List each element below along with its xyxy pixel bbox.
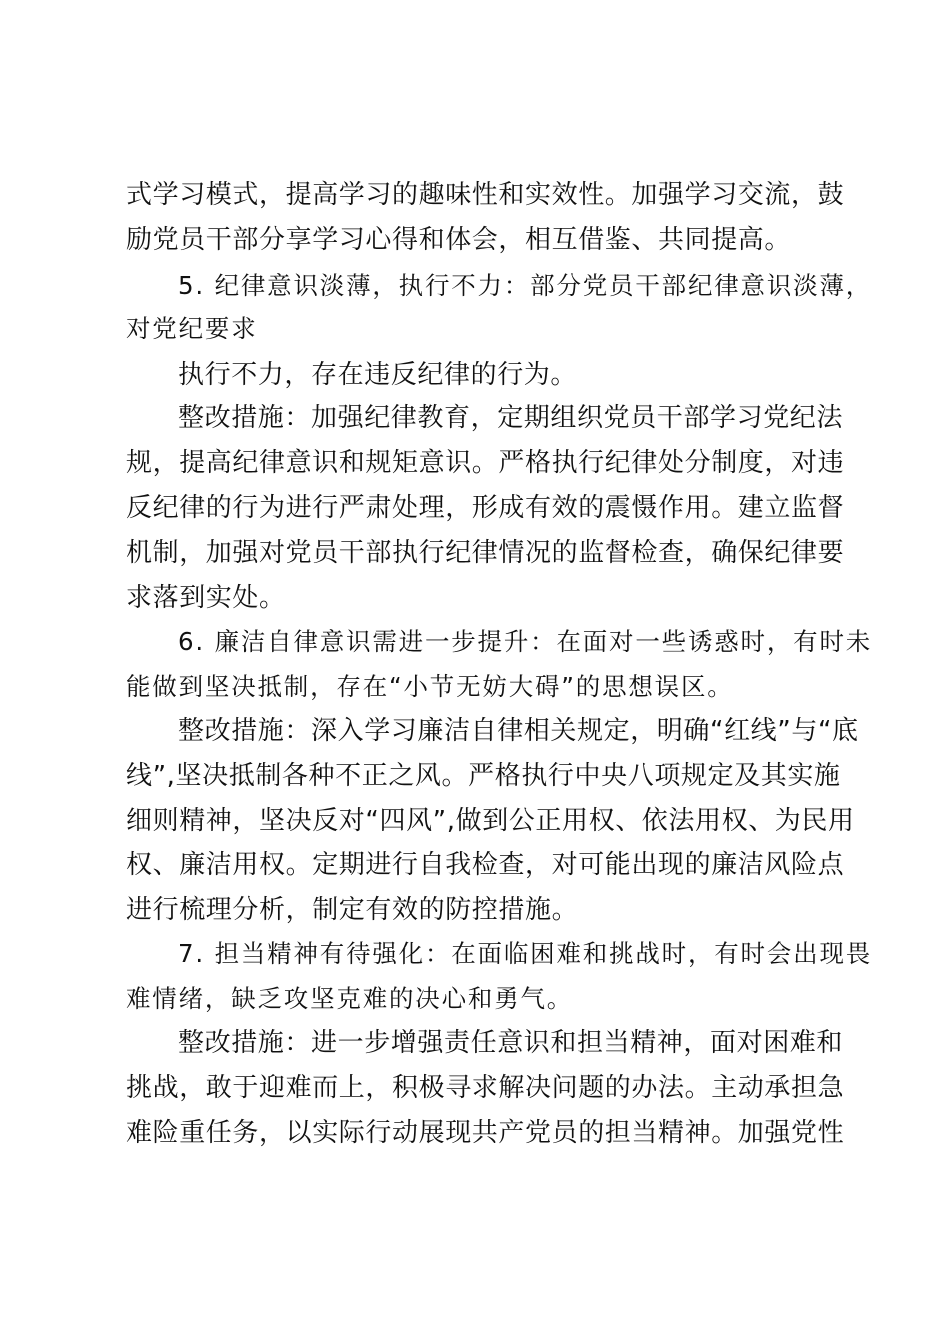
numbered-item-heading: 难情绪，缺乏攻坚克难的决心和勇气。 — [126, 984, 574, 1013]
paragraph-line: 细则精神，坚决反对“四风”,做到公正用权、依法用权、为民用 — [126, 806, 855, 836]
numbered-item-heading: 7. 担当精神有待强化：在面临困难和挑战时，有时会出现畏 — [178, 939, 873, 968]
paragraph-line: 整改措施：进一步增强责任意识和担当精神，面对困难和 — [178, 1028, 844, 1058]
paragraph-line: 式学习模式，提高学习的趣味性和实效性。加强学习交流，鼓 — [126, 180, 845, 210]
paragraph-line: 进行梳理分析，制定有效的防控措施。 — [126, 895, 579, 925]
numbered-item-heading: 5. 纪律意识淡薄，执行不力：部分党员干部纪律意识淡薄， — [178, 271, 873, 300]
paragraph-line: 挑战，敢于迎难而上，积极寻求解决问题的办法。主动承担急 — [126, 1073, 845, 1103]
paragraph-line: 执行不力，存在违反纪律的行为。 — [178, 360, 578, 390]
paragraph-line: 反纪律的行为进行严肃处理，形成有效的震慑作用。建立监督 — [126, 493, 845, 523]
paragraph-line: 励党员干部分享学习心得和体会，相互借鉴、共同提高。 — [126, 225, 792, 255]
numbered-item-heading: 6. 廉洁自律意识需进一步提升：在面对一些诱惑时，有时未 — [178, 627, 873, 656]
paragraph-line: 权、廉洁用权。定期进行自我检查，对可能出现的廉洁风险点 — [126, 850, 845, 880]
numbered-item-heading: 对党纪要求 — [126, 314, 258, 343]
paragraph-line: 规，提高纪律意识和规矩意识。严格执行纪律处分制度，对违 — [126, 448, 845, 478]
paragraph-line: 求落到实处。 — [126, 583, 286, 613]
paragraph-line: 难险重任务，以实际行动展现共产党员的担当精神。加强党性 — [126, 1118, 845, 1148]
paragraph-line: 线”,坚决抵制各种不正之风。严格执行中央八项规定及其实施 — [126, 761, 841, 791]
paragraph-line: 机制，加强对党员干部执行纪律情况的监督检查，确保纪律要 — [126, 538, 845, 568]
paragraph-line: 整改措施：加强纪律教育，定期组织党员干部学习党纪法 — [178, 403, 844, 433]
numbered-item-heading: 能做到坚决抵制，存在“小节无妨大碍”的思想误区。 — [126, 672, 734, 701]
paragraph-line: 整改措施：深入学习廉洁自律相关规定，明确“红线”与“底 — [178, 716, 859, 746]
